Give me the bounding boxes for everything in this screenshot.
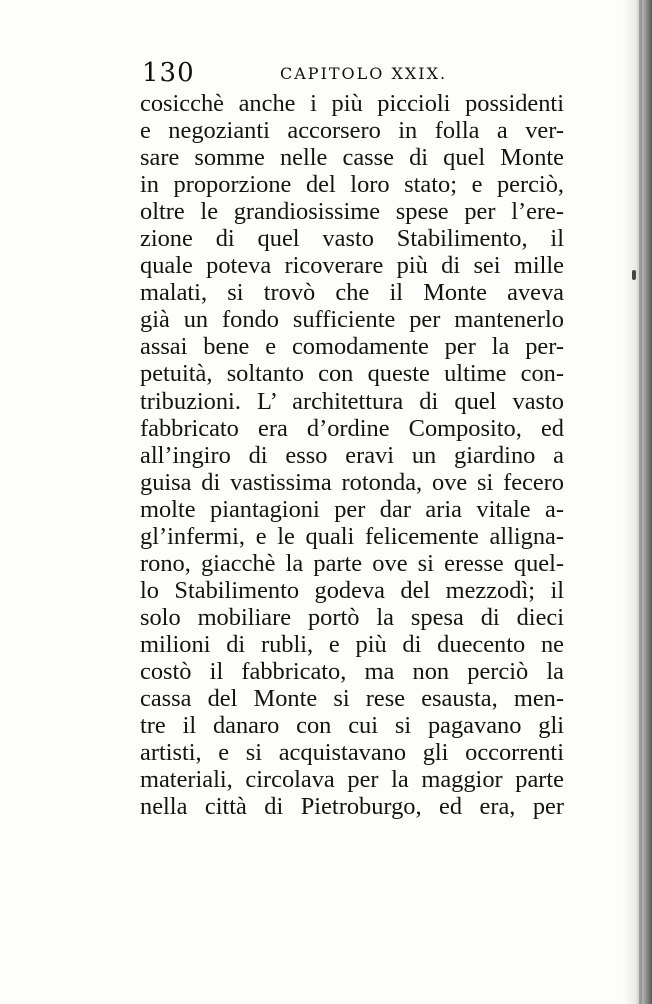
text-line: lo Stabilimento godeva del mezzodì; il <box>140 576 564 604</box>
text-line: quale poteva ricoverare più di sei mille <box>140 252 564 280</box>
margin-mark <box>632 270 636 280</box>
text-line: gl’infermi, e le quali felicemente allignа- <box>140 522 564 550</box>
text-line: materiali, circolava per la maggior parte <box>140 766 564 794</box>
text-line: cosicchè anche i più piccioli possidenti <box>140 90 564 117</box>
text-line: sare somme nelle casse di quel Monte <box>140 144 564 172</box>
running-head: CAPITOLO XXIX. <box>280 64 448 83</box>
text-line: nella città di Pietroburgo, ed era, per <box>140 793 564 821</box>
text-line: già un fondo sufficiente per mantenerlo <box>140 306 564 334</box>
text-line: solo mobiliare portò la spesa di dieci <box>140 603 564 631</box>
text-line: tribuzioni. L’ architettura di quel vasto <box>140 387 564 415</box>
text-line: in proporzione del loro stato; e perciò, <box>140 171 564 199</box>
text-line: artisti, e si acquistavano gli occorrenti <box>140 739 564 767</box>
text-line: cassa del Monte si rese esausta, men- <box>140 685 564 713</box>
text-line: oltre le grandiosissime spese per l’ere- <box>140 198 564 226</box>
text-line: rono, giacchè la parte ove si eresse quel- <box>140 549 564 577</box>
text-line: fabbricato era d’ordine Composito, ed <box>140 414 564 442</box>
text-line: petuità, soltanto con queste ultime con- <box>140 360 564 388</box>
text-line: e negozianti accorsero in folla a ver- <box>140 117 564 145</box>
text-line: malati, si trovò che il Monte aveva <box>140 279 564 307</box>
page-edge-shadow <box>622 0 652 1004</box>
text-line: molte piantagioni per dar aria vitale a- <box>140 495 564 523</box>
page-number: 130 <box>142 58 195 88</box>
text-line: guisa di vastissima rotonda, ove si fecero <box>140 468 564 496</box>
page-header <box>142 58 562 90</box>
text-line: assai bene e comodamente per la per- <box>140 333 564 361</box>
text-line: all’ingiro di esso eravi un giardino a <box>140 441 564 469</box>
text-line: zione di quel vasto Stabilimento, il <box>140 225 564 253</box>
text-line: tre il danaro con cui si pagavano gli <box>140 712 564 740</box>
text-line: costò il fabbricato, ma non perciò la <box>140 657 564 685</box>
body-text <box>140 90 564 820</box>
page-edge-line <box>639 0 642 1004</box>
text-line: milioni di rubli, e più di duecento ne <box>140 630 564 658</box>
